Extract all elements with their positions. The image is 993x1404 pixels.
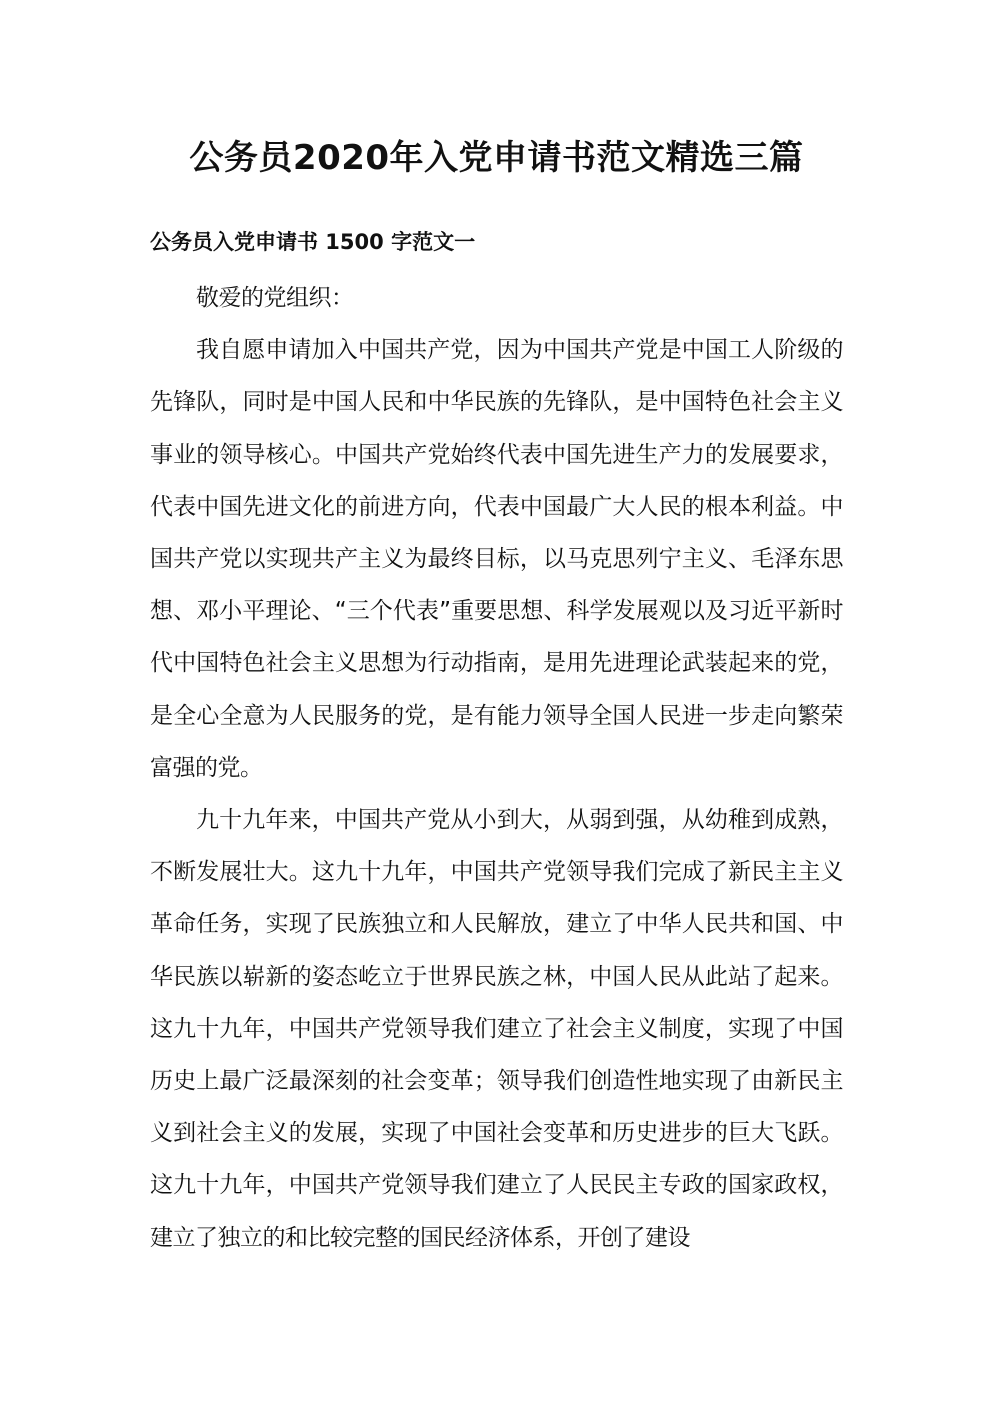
salutation: 敬爱的党组织： [196,285,354,311]
body-paragraph: 我自愿申请加入中国共产党，因为中国共产党是中国工人阶级的先锋队，同时是中国人民和中华民族的先锋队，是中国特色社会主义事业的领导核心。中国共产党始终代表中国先进生产力的发展要求，代表中国先进文化的前进方向，代表中国最广大人民的根本利益。中国共产党以实现共产主义为最终目标，以马克思列宁主义、毛泽东思想、邓小平理论、“三个代表”重要思想、科学发展观以及习近平新时代中国特色社会主义思想为行动指南，是用先进理论武装起来的党，是全心全意为人民服务的党，是有能力领导全国人民进一步走向繁荣富强的党。 [150,337,843,781]
document-title: 公务员2020年入党申请书范文精选三篇 [189,138,804,178]
section-heading: 公务员入党申请书 1500 字范文一 [150,230,476,254]
body-paragraph: 九十九年来，中国共产党从小到大，从弱到强，从幼稚到成熟，不断发展壮大。这九十九年，中国共产党领导我们完成了新民主主义革命任务，实现了民族独立和人民解放，建立了中华人民共和国、中华民族以崭新的姿态屹立于世界民族之林，中国人民从此站了起来。这九十九年，中国共产党领导我们建立了社会主义制度，实现了中国历史上最广泛最深刻的社会变革；领导我们创造性地实现了由新民主义到社会主义的发展，实现了中国社会变革和历史进步的巨大飞跃。这九十九年，中国共产党领导我们建立了人民民主专政的国家政权，建立了独立的和比较完整的国民经济体系，开创了建设 [150,807,843,1251]
document-body [150,272,843,1264]
